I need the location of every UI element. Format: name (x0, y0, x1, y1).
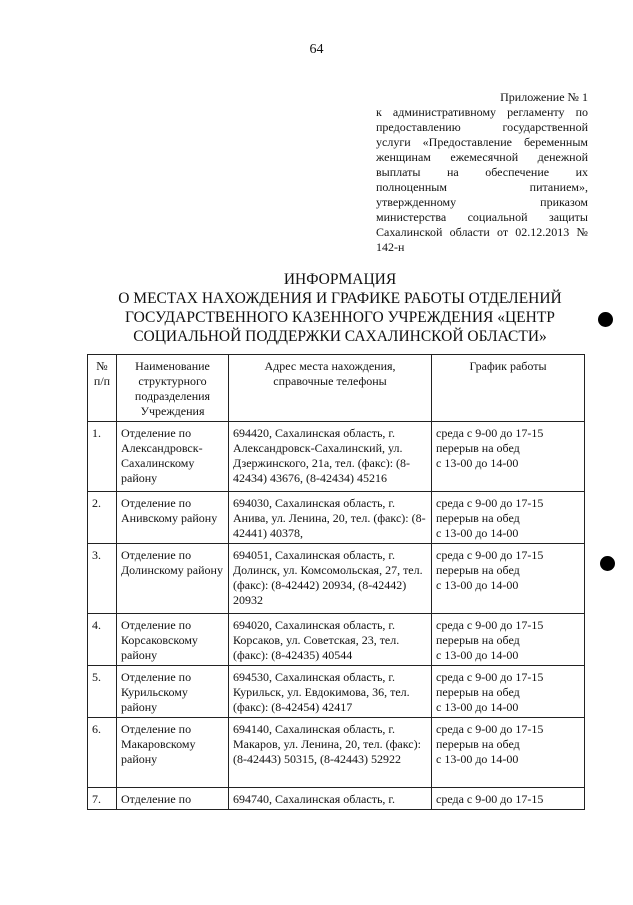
row-address: 694740, Сахалинская область, г. (229, 788, 432, 810)
table-header-row (88, 355, 585, 422)
row-num: 7. (88, 788, 117, 810)
schedule-line: с 13-00 до 14-00 (436, 752, 519, 766)
header-address: Адрес места нахождения, справочные телефоны (229, 355, 432, 422)
row-name: Отделение по Долинскому району (117, 544, 229, 614)
schedule-line: среда с 9-00 до 17-15 (436, 722, 544, 736)
row-name: Отделение по Александровск-Сахалинскому району (117, 422, 229, 492)
schedule-line: перерыв на обед (436, 685, 520, 699)
table-row (88, 544, 585, 614)
row-name: Отделение по Макаровскому району (117, 718, 229, 788)
row-address: 694051, Сахалинская область, г. Долинск, ул. Комсомольская, 27, тел. (факс): (8-42442) 20934, (8-42442) 20932 (229, 544, 432, 614)
schedule-line: среда с 9-00 до 17-15 (436, 496, 544, 510)
row-name: Отделение по (117, 788, 229, 810)
row-num: 5. (88, 666, 117, 718)
appendix-line: женщинам ежемесячной денежной (376, 150, 588, 164)
row-address: 694020, Сахалинская область, г. Корсаков, ул. Советская, 23, тел. (факс): (8-42435) 40544 (229, 614, 432, 666)
row-num: 2. (88, 492, 117, 544)
appendix-block (376, 90, 588, 255)
schedule-line: с 13-00 до 14-00 (436, 700, 519, 714)
row-name: Отделение по Курильскому району (117, 666, 229, 718)
schedule-line: с 13-00 до 14-00 (436, 578, 519, 592)
row-schedule (432, 666, 585, 718)
table-row (88, 492, 585, 544)
heading-line: СОЦИАЛЬНОЙ ПОДДЕРЖКИ САХАЛИНСКОЙ ОБЛАСТИ» (133, 328, 547, 345)
offices-table (87, 354, 585, 810)
schedule-line: перерыв на обед (436, 737, 520, 751)
schedule-line: среда с 9-00 до 17-15 (436, 426, 544, 440)
appendix-line: 142-н (376, 240, 405, 254)
schedule-line: с 13-00 до 14-00 (436, 456, 519, 470)
row-address: 694030, Сахалинская область, г. Анива, ул. Ленина, 20, тел. (факс): (8-42441) 40378, (229, 492, 432, 544)
table-body (88, 422, 585, 810)
row-address: 694530, Сахалинская область, г. Курильск, ул. Евдокимова, 36, тел. (факс): (8-42454) 42417 (229, 666, 432, 718)
appendix-line: к административному регламенту по (376, 105, 588, 119)
schedule-line: перерыв на обед (436, 511, 520, 525)
row-schedule (432, 788, 585, 810)
appendix-line: утвержденному приказом (376, 195, 588, 209)
row-schedule (432, 492, 585, 544)
row-num: 1. (88, 422, 117, 492)
heading-line: ГОСУДАРСТВЕННОГО КАЗЕННОГО УЧРЕЖДЕНИЯ «ЦЕНТР (125, 309, 555, 326)
appendix-line: министерства социальной защиты (376, 210, 588, 224)
document-heading (80, 270, 600, 346)
row-address: 694140, Сахалинская область, г. Макаров, ул. Ленина, 20, тел. (факс): (8-42443) 50315, (8-42443) 52922 (229, 718, 432, 788)
row-address: 694420, Сахалинская область, г. Александровск-Сахалинский, ул. Дзержинского, 21а, тел. (факс): (8-42434) 43676, (8-42434) 45216 (229, 422, 432, 492)
schedule-line: перерыв на обед (436, 563, 520, 577)
appendix-line: Сахалинской области от 02.12.2013 № (376, 225, 588, 239)
appendix-line: услуги «Предоставление беременным (376, 135, 588, 149)
row-num: 4. (88, 614, 117, 666)
heading-line: ИНФОРМАЦИЯ (283, 271, 397, 288)
appendix-line: предоставлению государственной (376, 120, 588, 134)
table-row (88, 788, 585, 810)
row-schedule (432, 544, 585, 614)
header-name: Наименование структурного подразделения Учреждения (117, 355, 229, 422)
schedule-line: среда с 9-00 до 17-15 (436, 548, 544, 562)
row-num: 3. (88, 544, 117, 614)
row-schedule (432, 614, 585, 666)
appendix-title: Приложение № 1 (500, 90, 588, 104)
schedule-line: с 13-00 до 14-00 (436, 648, 519, 662)
row-name: Отделение по Анивскому району (117, 492, 229, 544)
table-row (88, 422, 585, 492)
row-schedule (432, 422, 585, 492)
table-row (88, 718, 585, 788)
heading-line: О МЕСТАХ НАХОЖДЕНИЯ И ГРАФИКЕ РАБОТЫ ОТДЕЛЕНИЙ (118, 290, 562, 307)
punch-hole-mark (598, 312, 613, 327)
schedule-line: среда с 9-00 до 17-15 (436, 670, 544, 684)
row-num: 6. (88, 718, 117, 788)
table-row (88, 614, 585, 666)
punch-hole-mark (600, 556, 615, 571)
appendix-line: полноценным питанием», (376, 180, 588, 194)
page-number: 64 (309, 42, 324, 57)
schedule-line: среда с 9-00 до 17-15 (436, 792, 544, 806)
appendix-line: выплаты на обеспечение их (376, 165, 588, 179)
schedule-line: среда с 9-00 до 17-15 (436, 618, 544, 632)
table-row (88, 666, 585, 718)
schedule-line: с 13-00 до 14-00 (436, 526, 519, 540)
schedule-line: перерыв на обед (436, 633, 520, 647)
row-schedule (432, 718, 585, 788)
header-schedule: График работы (432, 355, 585, 422)
header-num: № п/п (88, 355, 117, 422)
row-name: Отделение по Корсаковскому району (117, 614, 229, 666)
schedule-line: перерыв на обед (436, 441, 520, 455)
